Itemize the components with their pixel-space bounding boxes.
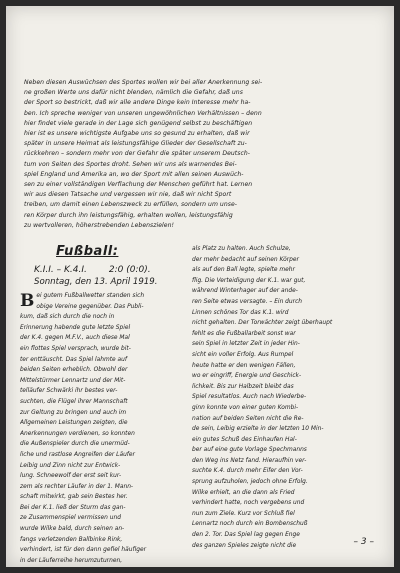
intro-line: ben. Ich spreche weniger von unseren ungewöhnlichen Verhältnissen – denn [24,109,262,117]
intro-line: ne großen Werte uns dafür nicht blenden, nämlich die Gefahr, daß uns [24,89,243,97]
report-line: nicht gehalten. Der Torwächter zeigt überhaupt [192,320,333,327]
intro-line: zu wertvolleren, höherstrebenden Lebenszielen! [24,221,174,229]
intro-line: sen zu einer vollständigen Verflachung der Menschen geführt hat. Lernen [24,181,253,189]
report-line: wurde Wilke bald, durch seinen an- [20,526,125,533]
intro-line: ren Körper durch ihn leistungsfähig, erhalten wollen, leistungsfähig [24,211,233,219]
match-result [34,265,184,275]
report-line: Lennartz noch durch ein Bombenschuß [192,521,308,528]
report-line: beiden Seiten erheblich. Obwohl der [20,367,128,374]
match-date: Sonntag, den 13. April 1919. [34,277,158,287]
report-line: Bei der K.1. ließ der Sturm das gan- [20,504,126,511]
report-line: ein gutes Schuß des Einhaufen Hal- [192,436,297,443]
report-line: Allgemeinen Leistungen zeigten, die [20,420,128,427]
report-line: telläufer Schwärki ihr bestes ver- [20,388,118,395]
report-line: de sein, Leibig erzielte in der letzten 10 Min- [192,426,324,433]
right-column [192,244,384,551]
report-line: ein flottes Spiel versprach, wurde bit- [20,345,131,352]
report-line: ren Seite etwas versagte. – Ein durch [192,298,303,305]
report-line: verhindert hatte, noch vergebens und [192,500,305,507]
match-report [20,291,184,566]
match-teams: K.I.I. – K.4.I. [34,265,87,275]
report-line: Anerkennungen verdienen, so konnten [20,430,135,437]
report-line: lichkeit. Bis zur Halbzeit bleibt das [192,383,294,390]
report-line: der mehr bedacht auf seinen Körper [192,256,299,263]
report-line: kum, daß sich durch die noch in [20,314,115,321]
report-line: wo er eingriff, Energie und Geschick- [192,373,302,380]
intro-line: hier findet viele gerade in der Lage sich genügend selbst zu beschäftigen [24,119,253,127]
intro-line: später in unsere Heimat als leistungsfähige Glieder der Gesellschaft zu- [24,140,247,148]
report-line: zem als rechter Läufer in der 1. Mann- [20,483,134,490]
report-line: Linnen schönes Tor das K.1. wird [192,309,289,316]
report-line: heute hatte er den wenigen Fällen, [192,362,296,369]
report-line: ber auf eine gute Vorlage Spechmanns [192,447,307,454]
report-line: fehlt es die Fußballarbeit sonst war [192,330,296,337]
intro-line: hier ist es unsere wichtigste Aufgabe uns so gesund zu erhalten, daß wir [24,130,250,138]
report-line: Leibig und Zinn nicht zur Entwick- [20,462,121,469]
report-line: ze Zusammenspiel vermissen und [20,515,121,522]
left-column [20,244,184,566]
report-line: nun zum Ziele. Kurz vor Schluß fiel [192,510,295,517]
intro-line: Neben diesen Auswüchsen des Sportes wollen wir bei aller Anerkennung sei- [24,79,263,86]
intro-line: treiben, um damit einen Lebenszweck zu erfüllen, sondern um unse- [24,201,238,209]
report-line: zur Geltung zu bringen und auch im [20,409,127,416]
report-line: die Außenspieler durch die unermüd- [20,441,130,448]
match-score: 2:0 (0:0). [108,265,151,275]
document-page [6,6,394,567]
intro-line: tum von Seiten des Sportes droht. Sehen wir uns als warnendes Bei- [24,160,237,168]
report-line: Wilke erhielt, an die dann als Fried [192,489,295,496]
intro-line: wir aus diesen Tatsache und vergessen wir nie, daß wir nicht Sport [24,191,232,199]
report-line: als Platz zu halten. Auch Schulze, [192,246,291,252]
report-line: nation auf beiden Seiten nicht die Re- [192,415,304,422]
report-line: schaft mitwirkt, gab sein Bestes her. [20,494,128,501]
report-line: verhindert, ist für den dann gefiel häufiger [20,547,147,554]
report-line: des ganzen Spieles zeigte nicht die [192,542,297,549]
report-line: ter enttäuscht. Das Spiel lahmte auf [20,356,127,363]
report-line: sein Spiel in letzter Zeit in jeder Hin- [192,341,300,348]
intro-paragraph [24,78,380,231]
intro-line: spiel England und Amerika an, wo der Sport mit allen seinen Auswüch- [24,170,244,178]
report-line: Mittelstürmer Lennartz und der Mit- [20,377,126,384]
report-line: flig. Die Verteidigung der K.1. war gut, [192,277,306,284]
report-line: Spiel resultatlos. Auch nach Wiederbe- [192,394,307,401]
report-line: liche und rastlose Angreifen der Läufer [20,451,135,458]
section-heading: Fußball: [56,244,119,259]
intro-line: rückkehren – sondern mehr von der Gefahr die später unserem Deutsch- [24,150,251,158]
report-line: fangs verletzenden Ballbinke Rink, [20,536,123,543]
report-line: den 2. Tor. Das Spiel lag gegen Enge [192,532,300,539]
report-line: sicht ein voller Erfolg. Aus Rumpel [192,351,294,358]
report-line: lung. Schneewolf der erst seit kur- [20,473,122,480]
report-line: Erinnerung habende gute letzte Spiel [20,324,131,331]
report-line: ei gutem Fußballwetter standen sich [36,293,145,299]
intro-line: der Sport so bestrickt, daß wir alle andere Dinge kein Interesse mehr ha- [24,99,251,107]
report-line: der K.4. gegen M.F.V., auch diese Mal [20,335,130,342]
report-line: suchten, die Flügel ihrer Mannschaft [20,398,128,405]
report-line: als auf den Ball legte, spielte mehr [192,267,295,274]
report-line: obige Vereine gegenüber. Das Publi- [36,303,144,310]
report-line: suchte K.4. durch mehr Eifer den Vor- [192,468,303,475]
report-line: den Weg ins Netz fand. Hieraufhin ver- [192,457,307,464]
report-line: ginn konnte von einer guten Kombi- [192,404,299,411]
page-number: – 3 – [353,537,374,547]
report-line: in der Läuferreihe herumzuturnen, [20,557,123,564]
report-line: sprung aufzuholen, jedoch ohne Erfolg. [192,479,308,486]
drop-cap: B [20,291,35,311]
report-line: während Winterhager auf der ande- [192,288,298,295]
